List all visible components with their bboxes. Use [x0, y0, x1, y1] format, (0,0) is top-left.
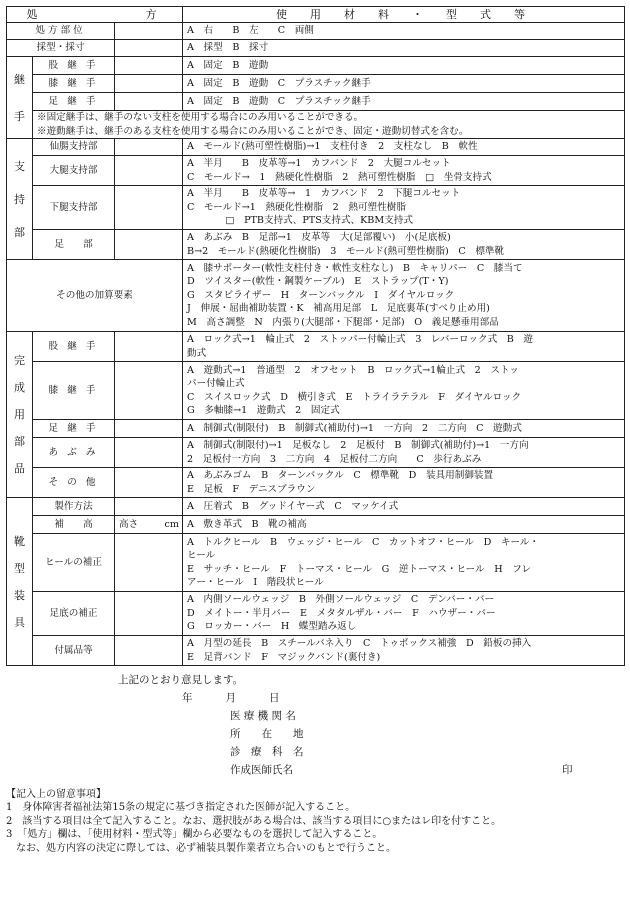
accessories-options[interactable]: [183, 636, 625, 666]
note-item: 1 身体障害者福祉法第15条の規定に基づき指定された医師が記入すること。: [6, 802, 356, 814]
option-line[interactable]: □ PTB支持式、PTS支持式、KBM支持式: [187, 215, 413, 227]
thigh-support-blank[interactable]: [115, 156, 183, 186]
measure-blank[interactable]: [115, 40, 183, 57]
measure-options[interactable]: A 採型 B 採寸: [183, 40, 625, 57]
site-options[interactable]: A 右 B 左 C 両側: [183, 23, 625, 40]
support-group-label: [7, 139, 33, 260]
option-line[interactable]: A 半月 B 皮革等→ 1 カフバンド 2 下腿コルセット: [187, 188, 461, 200]
measure-label: 採型・採寸: [7, 40, 115, 57]
lift-unit: cm: [164, 518, 180, 530]
finished-ankle-label: 足 継 手: [33, 420, 115, 438]
method-label: 製作方法: [33, 498, 115, 516]
group-char: 完: [14, 354, 25, 367]
lift-height-cell[interactable]: [115, 516, 183, 534]
option-line[interactable]: G ロッカー・バー H 蝶型踏み返し: [187, 621, 357, 633]
doctor-name-label: 作成医師氏名: [230, 764, 293, 776]
option-line[interactable]: A 膝サポーター(軟性支柱付き・軟性支柱なし) B キャリパー C 膝当て: [187, 262, 523, 274]
method-blank[interactable]: [115, 498, 183, 516]
option-line[interactable]: 動式: [187, 347, 207, 359]
knee-joint-blank[interactable]: [115, 75, 183, 93]
note-item: 2 該当する項目は全て記入すること。なお、選択肢がある場合は、該当する項目に○またはレ印を付すこと。: [6, 815, 502, 827]
joint-note-fixed: ※固定継手は、継手のない支柱を使用する場合にのみ用いることができる。: [33, 111, 625, 125]
lowerleg-support-options[interactable]: [183, 186, 625, 230]
finished-hip-options[interactable]: [183, 332, 625, 362]
lowerleg-support-blank[interactable]: [115, 186, 183, 230]
group-char: 部: [14, 225, 25, 239]
finished-group-label: [7, 332, 33, 498]
sciatic-support-blank[interactable]: [115, 139, 183, 156]
finished-hip-label: 股 継 手: [33, 332, 115, 362]
hip-joint-label: 股 継 手: [33, 57, 115, 75]
joint-group-label: [7, 57, 33, 139]
note-item: 3 「処方」欄は、「使用材料・型式等」欄から必要なものを選択して記入すること。: [6, 829, 383, 841]
option-line[interactable]: A 制御式(制限付) B 制御式(補助付)→1 一方向 2 二方向 C 遊動式: [187, 422, 522, 434]
option-line[interactable]: B→2 モールド(熱硬化性樹脂) 3 モールド(熱可塑性樹脂) C 標準靴: [187, 245, 505, 257]
foot-support-blank[interactable]: [115, 230, 183, 260]
option-line[interactable]: A あぶみ B 足部→1 皮革等 大(足部覆い) 小(足底板): [187, 232, 451, 243]
lift-height-label: 高さ: [119, 518, 139, 530]
option-line[interactable]: G 多軸膝→1 遊動式 2 固定式: [187, 405, 340, 416]
group-char: 型: [14, 561, 25, 575]
option-line[interactable]: C スイスロック式 D 横引き式 E トライラテラル F ダイヤルロック: [187, 391, 522, 403]
finished-stirrup-label: あ ぶ み: [33, 438, 115, 468]
institution-label: 医 療 機 関 名: [230, 710, 296, 722]
option-line[interactable]: A 月型の延長 B スチールバネ入り C トゥボックス補強 D 鉛板の挿入: [187, 638, 532, 649]
group-char: 用: [14, 408, 25, 421]
sole-correction-label: 足底の補正: [33, 592, 115, 636]
address-label: 所 在 地: [230, 728, 304, 740]
accessories-label: 付属品等: [33, 636, 115, 666]
option-line[interactable]: A 内側ソールウェッジ B 外側ソールウェッジ C デンバー・バー: [187, 594, 495, 606]
note-item: なお、処方内容の決定に際しては、必ず補装具製作業者立ち合いのもとで行うこと。: [6, 842, 396, 854]
foot-joint-label: 足 継 手: [33, 93, 115, 111]
header-materials: 使 用 材 料 ・ 型 式 等: [183, 7, 625, 23]
site-label: 処方部位: [7, 23, 115, 40]
option-line[interactable]: A トルクヒール B ウェッジ・ヒール C カットオフ・ヒール D キール・: [187, 536, 540, 548]
addons-label: その他の加算要素: [7, 260, 183, 332]
department-label: 診 療 科 名: [230, 746, 304, 758]
hip-joint-blank[interactable]: [115, 57, 183, 75]
option-line[interactable]: E 足板 F デニスブラウン: [187, 483, 316, 495]
lift-label: 補 高: [33, 516, 115, 534]
option-line[interactable]: A モールド(熱可塑性樹脂)→1 支柱付き 2 支柱なし B 軟性: [187, 141, 478, 153]
group-char: 手: [14, 109, 25, 123]
thigh-support-options[interactable]: [183, 156, 625, 186]
option-line[interactable]: A 遊動式→1 普通型 2 オフセット B ロック式→1輪止式 2 ストッ: [187, 364, 519, 376]
group-char: 継: [14, 72, 25, 86]
heel-correction-options[interactable]: [183, 534, 625, 592]
option-line[interactable]: J 伸展・屈曲補助装置・K 補高用足部 L 足底裏革(すべり止め用): [187, 303, 490, 315]
option-line[interactable]: D メイトー・半月バー E メタタルザル・バー F ハウザー・バー: [187, 607, 496, 619]
statement-text: 上記のとおり意見します。: [118, 674, 244, 686]
thigh-support-label: 大腿支持部: [33, 156, 115, 186]
option-line[interactable]: C モールド→1 熱硬化性樹脂 2 熱可塑性樹脂: [187, 201, 406, 213]
addons-options[interactable]: [183, 260, 625, 332]
shoes-group-label: [7, 498, 33, 666]
foot-joint-options[interactable]: A 固定 B 遊動 C プラスチック継手: [183, 93, 625, 111]
group-char: 支: [14, 159, 25, 173]
sole-correction-options[interactable]: [183, 592, 625, 636]
knee-joint-label: 膝 継 手: [33, 75, 115, 93]
option-line[interactable]: アー・ヒール I 階段状ヒール: [187, 577, 324, 588]
foot-support-options[interactable]: [183, 230, 625, 260]
header-prescription: 処 方: [7, 7, 183, 23]
option-line[interactable]: 2 足板付一方向 3 二方向 4 足板付二方向 C 歩行あぶみ: [187, 453, 482, 465]
notes-section: [6, 788, 624, 855]
group-char: 部: [14, 435, 25, 448]
seal-mark: 印: [562, 764, 573, 776]
prescription-table: [6, 6, 625, 666]
joint-note-free: ※遊動継手は、継手のある支柱を使用する場合にのみ用いることができ、固定・遊動切替式を含む。: [33, 125, 625, 139]
finished-knee-blank[interactable]: [115, 362, 183, 420]
sole-correction-blank[interactable]: [115, 592, 183, 636]
option-line[interactable]: A 制御式(制限付)→1 足板なし 2 足板付 B 制御式(補助付)→1 一方向: [187, 440, 529, 451]
finished-knee-options[interactable]: [183, 362, 625, 420]
group-char: 靴: [14, 534, 25, 548]
signature-block: [6, 672, 624, 780]
date-field[interactable]: 年 月 日: [182, 692, 284, 704]
option-line[interactable]: ヒール: [187, 550, 216, 561]
heel-correction-label: ヒールの補正: [33, 534, 115, 592]
notes-title: 【記入上の留意事項】: [6, 789, 106, 800]
finished-other-label: そ の 他: [33, 468, 115, 498]
option-line[interactable]: A ロック式→1 輪止式 2 ストッパー付輪止式 3 レバーロック式 B 遊: [187, 334, 534, 345]
finished-other-options[interactable]: [183, 468, 625, 498]
heel-correction-blank[interactable]: [115, 534, 183, 592]
foot-joint-blank[interactable]: [115, 93, 183, 111]
option-line[interactable]: G スタビライザー H ターンバックル I ダイヤルロック: [187, 289, 455, 301]
finished-ankle-options[interactable]: [183, 420, 625, 438]
lowerleg-support-label: 下腿支持部: [33, 186, 115, 230]
option-line[interactable]: A 半月 B 皮革等→1 カフバンド 2 大腿コルセット: [187, 158, 451, 169]
option-line[interactable]: E 足背バンド F マジックバンド(裏付き): [187, 651, 381, 663]
lift-options[interactable]: A 敷き革式 B 靴の補高: [183, 516, 625, 534]
foot-support-label: 足 部: [33, 230, 115, 260]
knee-joint-options[interactable]: A 固定 B 遊動 C プラスチック継手: [183, 75, 625, 93]
option-line[interactable]: パー付輪止式: [187, 378, 245, 389]
option-line[interactable]: A あぶみゴム B ターンバックル C 標準靴 D 装具用制御装置: [187, 470, 494, 481]
finished-ankle-blank[interactable]: [115, 420, 183, 438]
option-line[interactable]: D ツイスター(軟性・鋼製ケーブル) E ストラップ(T・Y): [187, 276, 449, 288]
group-char: 品: [14, 462, 25, 475]
site-blank[interactable]: [115, 23, 183, 40]
finished-other-blank[interactable]: [115, 468, 183, 498]
group-char: 持: [14, 192, 25, 206]
option-line[interactable]: E サッチ・ヒール F トーマス・ヒール G 逆トーマス・ヒール H フレ: [187, 563, 532, 575]
method-options[interactable]: A 圧着式 B グッドイヤー式 C マッケイ式: [183, 498, 625, 516]
sciatic-support-options[interactable]: [183, 139, 625, 156]
group-char: 装: [14, 588, 25, 602]
finished-stirrup-options[interactable]: [183, 438, 625, 468]
finished-hip-blank[interactable]: [115, 332, 183, 362]
option-line[interactable]: M 高さ調整 N 内張り(大腿部・下腿部・足部) O 義足懸垂用部品: [187, 316, 499, 328]
accessories-blank[interactable]: [115, 636, 183, 666]
group-char: 具: [14, 615, 25, 629]
finished-stirrup-blank[interactable]: [115, 438, 183, 468]
hip-joint-options[interactable]: A 固定 B 遊動: [183, 57, 625, 75]
sciatic-support-label: 仙腸支持部: [33, 139, 115, 156]
group-char: 成: [14, 381, 25, 394]
option-line[interactable]: C モールド→ 1 熱硬化性樹脂 2 熱可塑性樹脂 □ 坐骨支持式: [187, 171, 492, 183]
finished-knee-label: 膝 継 手: [33, 362, 115, 420]
